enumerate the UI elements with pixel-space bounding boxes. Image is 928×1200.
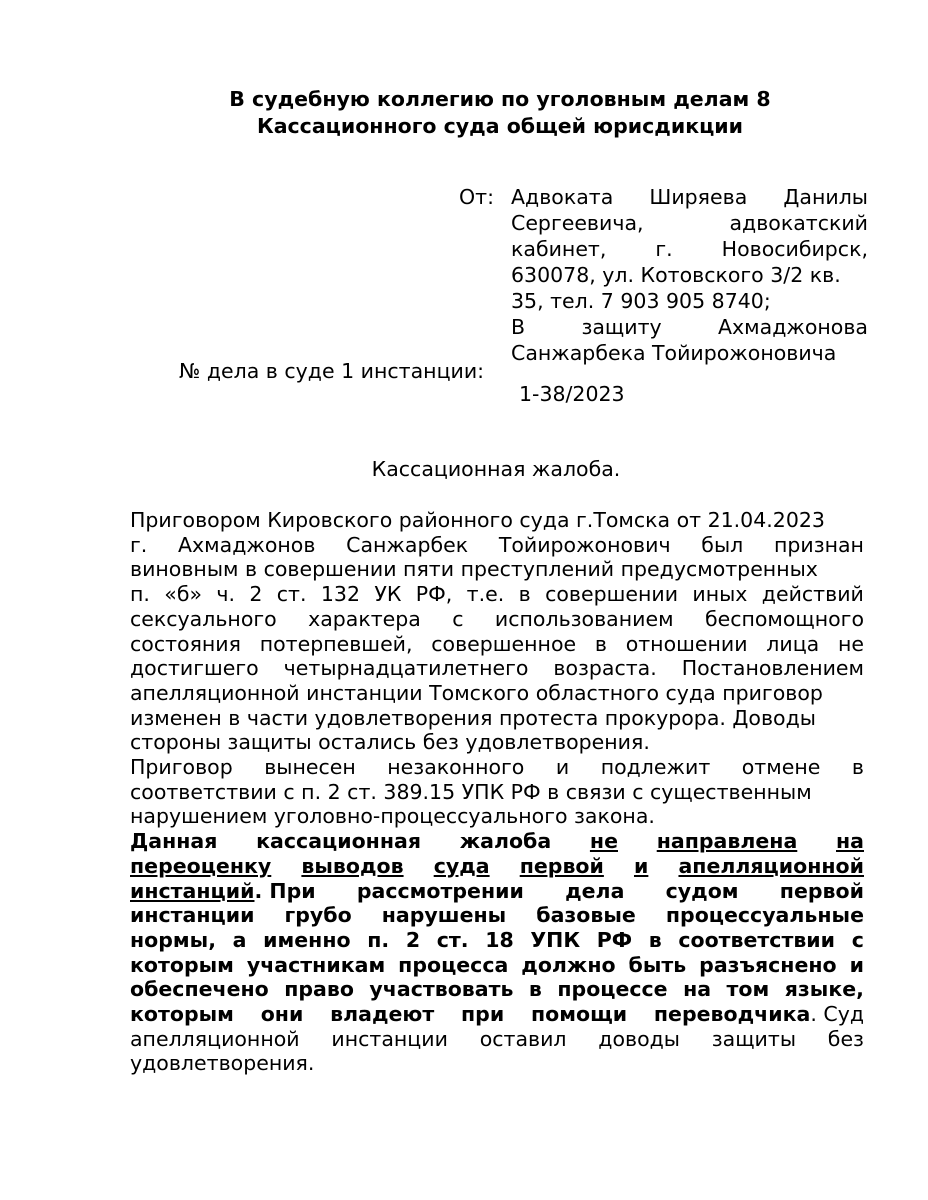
word: вынесен: [264, 755, 356, 780]
word: Санжарбека Тойирожоновича: [511, 341, 837, 365]
word: должно: [521, 952, 616, 977]
word: Приговор: [130, 755, 233, 780]
word: сексуального: [130, 606, 277, 631]
word: апелляционной инстанции Томского областного суда приговор: [130, 680, 823, 705]
text-line: [130, 656, 864, 681]
word: достигшего: [130, 656, 259, 681]
paragraph-unlawful: [130, 755, 864, 829]
text-line: [130, 780, 864, 805]
argument-line: [130, 1051, 864, 1076]
word: процесса: [398, 952, 509, 977]
text-line: [511, 340, 868, 366]
word: участникам: [246, 952, 386, 977]
word: которым: [130, 952, 234, 977]
word: нарушением уголовно-процессуального закона.: [130, 804, 655, 829]
word: дела: [565, 878, 625, 903]
word: ч.: [216, 582, 236, 607]
word: доводы: [598, 1026, 680, 1051]
word: ст.: [276, 582, 307, 607]
case-number-label: № дела в суде 1 инстанции:: [179, 359, 485, 383]
word: беспомощного: [704, 606, 864, 631]
word: инстанций: [130, 878, 255, 903]
text-line: [511, 184, 868, 210]
word: возраста.: [553, 656, 657, 681]
word: и: [555, 755, 570, 780]
word: Адвоката: [511, 185, 614, 209]
word: направлена: [656, 829, 798, 854]
word: четырнадцатилетнего: [283, 656, 529, 681]
text-line: [511, 210, 868, 236]
word: стороны защиты остались без удовлетворения.: [130, 730, 650, 755]
word: переводчика: [653, 1002, 811, 1027]
word: инстанции: [130, 903, 255, 928]
text-line: [130, 582, 864, 607]
word: В: [511, 315, 526, 339]
word: кабинет,: [511, 237, 607, 261]
word: п.: [367, 927, 390, 952]
word: был: [701, 532, 744, 557]
word: Сергеевича,: [511, 211, 644, 235]
complaint-body: [130, 508, 864, 1076]
word: РФ: [596, 927, 633, 952]
paragraph-argument: [130, 829, 864, 1076]
word: процессе: [557, 977, 668, 1002]
word: в: [851, 755, 864, 780]
word: судом: [665, 878, 739, 903]
word: 2: [249, 582, 263, 607]
word: отношении: [625, 631, 748, 656]
word: действий: [761, 582, 864, 607]
word: т.е.: [466, 582, 505, 607]
word: «б»: [164, 582, 203, 607]
argument-line: [130, 879, 864, 904]
word: отмене: [741, 755, 821, 780]
word: кассационная: [256, 829, 421, 854]
word: оставил: [479, 1026, 567, 1051]
case-number: 1-38/2023: [519, 382, 625, 406]
word: . Суд: [810, 1002, 864, 1027]
word: Данная: [130, 829, 218, 854]
word: Ахмаджонова: [718, 315, 868, 339]
text-line: [511, 236, 868, 262]
paragraph-verdict: [130, 508, 864, 755]
argument-line: [130, 1002, 864, 1027]
sender-block: [511, 184, 868, 366]
word: нарушены: [381, 903, 507, 928]
word: Новосибирск,: [721, 237, 868, 261]
argument-line: [130, 928, 864, 953]
word: п.: [130, 582, 150, 607]
argument-line: [130, 903, 864, 928]
word: защиту: [581, 315, 662, 339]
word: первой: [519, 853, 604, 878]
text-line: [130, 730, 864, 755]
word: виновным в совершении пяти преступлений предусмотренных: [130, 557, 818, 582]
word: соответствии с п. 2 ст. 389.15 УПК РФ в связи с существенным: [130, 779, 812, 804]
word: владеют: [330, 1002, 435, 1027]
word: инстанции: [331, 1026, 448, 1051]
text-line: [130, 533, 864, 558]
word: в: [518, 582, 531, 607]
word: г.: [655, 237, 673, 261]
word: . При: [254, 878, 316, 903]
word: удовлетворения.: [130, 1051, 315, 1076]
word: участвовать: [369, 977, 514, 1002]
document-title: Кассационная жалоба.: [371, 457, 621, 481]
word: Постановлением: [681, 656, 864, 681]
word: изменен в части удовлетворения протеста прокурора. Доводы: [130, 705, 816, 730]
text-line: [130, 508, 864, 533]
word: состояния: [130, 631, 241, 656]
word: 132: [320, 582, 361, 607]
from-label: От:: [459, 185, 494, 209]
word: грубо: [284, 903, 352, 928]
argument-line: [130, 977, 864, 1002]
word: именно: [263, 927, 351, 952]
text-line: [130, 557, 864, 582]
word: жалоба: [459, 829, 552, 854]
word: адвокатский: [729, 211, 868, 235]
word: характера: [308, 606, 421, 631]
word: Данилы: [783, 185, 868, 209]
word: потерпевшей,: [259, 631, 413, 656]
word: Тойирожонович: [498, 532, 671, 557]
word: не: [589, 829, 618, 854]
word: не: [837, 631, 864, 656]
word: на: [836, 829, 864, 854]
word: г.: [130, 532, 148, 557]
text-line: [130, 681, 864, 706]
word: в: [594, 631, 607, 656]
word: обеспечено: [130, 977, 269, 1002]
word: апелляционной: [678, 853, 864, 878]
word: с: [452, 606, 464, 631]
word: том: [726, 977, 770, 1002]
word: 2: [405, 927, 421, 952]
word: при: [461, 1002, 505, 1027]
addressee-heading: [100, 86, 900, 140]
word: признан: [773, 532, 864, 557]
word: Санжарбек: [346, 532, 469, 557]
word: 630078, ул. Котовского 3/2 кв.: [511, 263, 841, 287]
word: они: [260, 1002, 304, 1027]
word-group: [654, 1002, 864, 1027]
word: Приговором Кировского районного суда г.Томска от 21.04.2023: [130, 508, 825, 532]
word: и: [633, 853, 649, 878]
word: языке,: [784, 977, 864, 1002]
word: и: [849, 952, 864, 977]
word: первой: [779, 878, 864, 903]
word: на: [683, 977, 712, 1002]
word: соответствии: [678, 927, 836, 952]
word: незаконного: [387, 755, 525, 780]
word: совершенное: [431, 631, 577, 656]
argument-line: [130, 1027, 864, 1052]
text-line: [511, 314, 868, 340]
argument-line: [130, 953, 864, 978]
text-line: [511, 288, 868, 314]
word: суда: [433, 853, 490, 878]
word: помощи: [530, 1002, 628, 1027]
word: быть: [628, 952, 687, 977]
word: в: [528, 977, 542, 1002]
word: базовые: [536, 903, 636, 928]
word: которым: [130, 1002, 234, 1027]
text-line: [130, 804, 864, 829]
word: Ахмаджонов: [178, 532, 316, 557]
word: в: [648, 927, 662, 952]
word: апелляционной: [130, 1026, 300, 1051]
word-group: [130, 879, 316, 904]
addressee-line-2: Кассационного суда общей юрисдикции: [256, 114, 744, 138]
word: выводов: [301, 853, 404, 878]
word: совершении: [545, 582, 679, 607]
word: УК: [374, 582, 402, 607]
word: с: [851, 927, 864, 952]
argument-line: [130, 854, 864, 879]
text-line: [130, 632, 864, 657]
word: 18: [485, 927, 514, 952]
word: Ширяева: [649, 185, 748, 209]
text-line: [130, 706, 864, 731]
word: РФ,: [415, 582, 453, 607]
word: нормы,: [130, 927, 217, 952]
word: переоценку: [130, 853, 272, 878]
word: 35, тел. 7 903 905 8740;: [511, 289, 771, 313]
addressee-line-1: В судебную коллегию по уголовным делам 8: [229, 87, 771, 111]
text-line: [130, 607, 864, 632]
word: лица: [766, 631, 820, 656]
word: право: [284, 977, 354, 1002]
word: защиты: [711, 1026, 797, 1051]
word: иных: [692, 582, 748, 607]
word: ст.: [436, 927, 469, 952]
text-line: [130, 755, 864, 780]
word: процессуальные: [665, 903, 864, 928]
word: использованием: [494, 606, 674, 631]
text-line: [511, 262, 868, 288]
argument-line: [130, 829, 864, 854]
word: УПК: [530, 927, 581, 952]
word: подлежит: [600, 755, 711, 780]
word: без: [827, 1026, 864, 1051]
word: рассмотрении: [356, 878, 524, 903]
word: разъяснено: [699, 952, 837, 977]
word: а: [232, 927, 247, 952]
